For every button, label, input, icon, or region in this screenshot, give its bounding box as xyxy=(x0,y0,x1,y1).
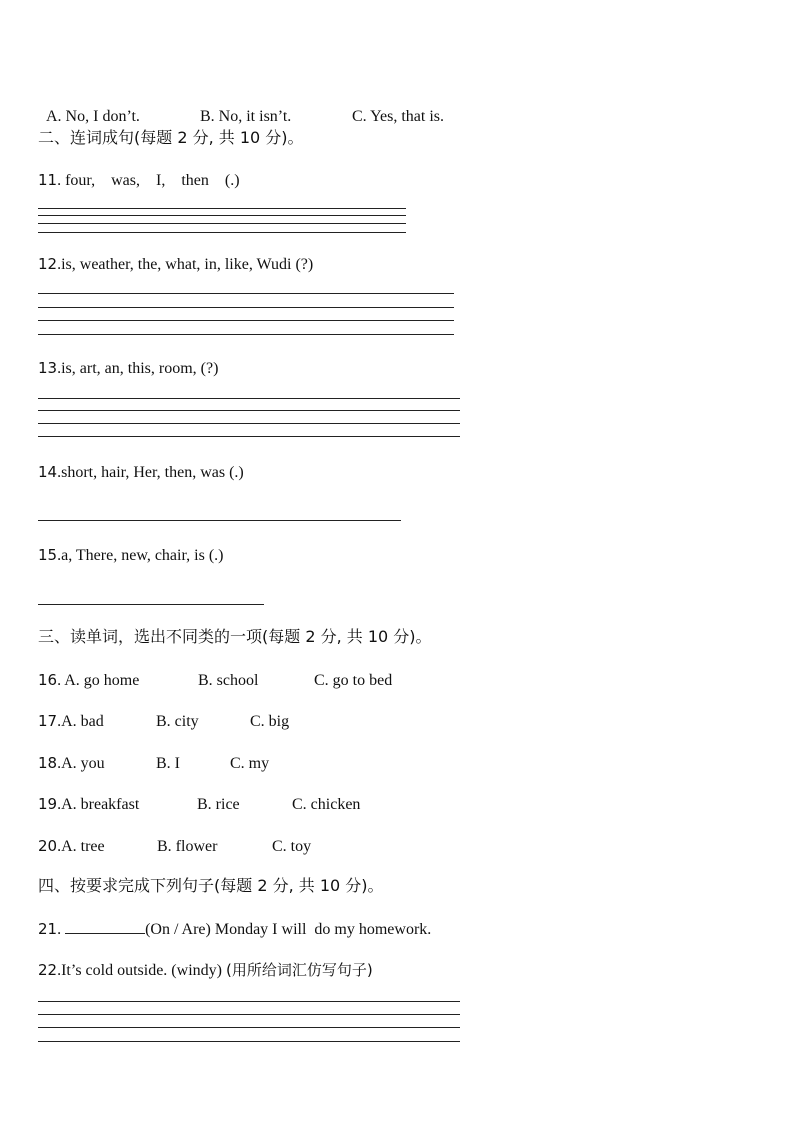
q15-number: 15 xyxy=(38,546,58,564)
q22-number: 22 xyxy=(38,961,58,979)
q21: 21. (On / Are) Monday I will do my homework. xyxy=(38,920,432,938)
answer-line xyxy=(38,1001,460,1002)
q14-words: .short, hair, Her, then, was (.) xyxy=(57,464,244,481)
q11-number: 11 xyxy=(38,171,58,189)
q18-option-c: C. my xyxy=(230,755,270,772)
q17-number: 17 xyxy=(38,712,58,730)
q15-words: .a, There, new, chair, is (.) xyxy=(57,547,224,564)
q22-text: .It’s cold outside. (windy) xyxy=(57,962,226,979)
q16-option-c: C. go to bed xyxy=(314,672,393,689)
q10-option-a: A. No, I don’t. xyxy=(46,108,140,125)
q13-number: 13 xyxy=(38,359,58,377)
q20-option-c: C. toy xyxy=(272,838,312,855)
q19 xyxy=(38,794,360,815)
answer-line xyxy=(38,320,454,321)
section-2-title: 二、连词成句(每题 2 分, 共 10 分)。 xyxy=(38,128,304,147)
q14 xyxy=(38,462,244,483)
answer-line xyxy=(38,520,401,521)
answer-line xyxy=(38,232,406,233)
q14-number: 14 xyxy=(38,463,58,481)
q22 xyxy=(38,960,373,981)
q16-number: 16 xyxy=(38,671,58,689)
q10-option-c: C. Yes, that is. xyxy=(352,108,445,125)
q20 xyxy=(38,836,311,857)
q18-number: 18 xyxy=(38,754,58,772)
answer-line xyxy=(38,423,460,424)
q20-number: 20 xyxy=(38,837,58,855)
q17-option-c: C. big xyxy=(250,713,290,730)
answer-line xyxy=(38,398,460,399)
answer-line xyxy=(38,1027,460,1028)
q10-option-b: B. No, it isn’t. xyxy=(200,108,292,125)
q18-option-b: B. I xyxy=(156,755,180,772)
q19-option-b: B. rice xyxy=(197,796,240,813)
q13 xyxy=(38,358,218,379)
q17-option-a: .A. bad xyxy=(57,713,104,730)
answer-line xyxy=(38,410,460,411)
q17 xyxy=(38,711,289,732)
q20-option-b: B. flower xyxy=(157,838,218,855)
q19-option-a: .A. breakfast xyxy=(57,796,140,813)
q16 xyxy=(38,670,392,691)
q17-option-b: B. city xyxy=(156,713,199,730)
answer-line xyxy=(38,293,454,294)
answer-line xyxy=(38,604,264,605)
q10-options xyxy=(38,87,444,127)
section-4-title: 四、按要求完成下列句子(每题 2 分, 共 10 分)。 xyxy=(38,876,384,895)
q20-option-a: .A. tree xyxy=(57,838,105,855)
q22-instruction: (用所给词汇仿写句子) xyxy=(225,961,373,979)
q15 xyxy=(38,545,224,566)
answer-line xyxy=(38,208,406,209)
answer-line xyxy=(38,436,460,437)
q21-text: (On / Are) Monday I will do my homework. xyxy=(145,921,432,938)
answer-line xyxy=(38,1041,460,1042)
q19-option-c: C. chicken xyxy=(292,796,361,813)
q11 xyxy=(38,170,240,191)
answer-line xyxy=(38,307,454,308)
q13-words: .is, art, an, this, room, (?) xyxy=(57,360,219,377)
q16-option-a: . A. go home xyxy=(57,672,140,689)
q12-words: .is, weather, the, what, in, like, Wudi (?) xyxy=(57,256,314,273)
q12 xyxy=(38,254,313,275)
answer-line xyxy=(38,334,454,335)
section-3-title: 三、读单词，选出不同类的一项(每题 2 分, 共 10 分)。 xyxy=(38,627,432,646)
answer-line xyxy=(38,223,406,224)
q21-number: 21 xyxy=(38,920,58,938)
q16-option-b: B. school xyxy=(198,672,259,689)
answer-line xyxy=(38,1014,460,1015)
q21-answer-blank[interactable] xyxy=(65,919,145,934)
q18-option-a: .A. you xyxy=(57,755,105,772)
q19-number: 19 xyxy=(38,795,58,813)
q18 xyxy=(38,753,269,774)
q11-words: . four, was, I, then (.) xyxy=(57,172,240,189)
q12-number: 12 xyxy=(38,255,58,273)
answer-line xyxy=(38,215,406,216)
